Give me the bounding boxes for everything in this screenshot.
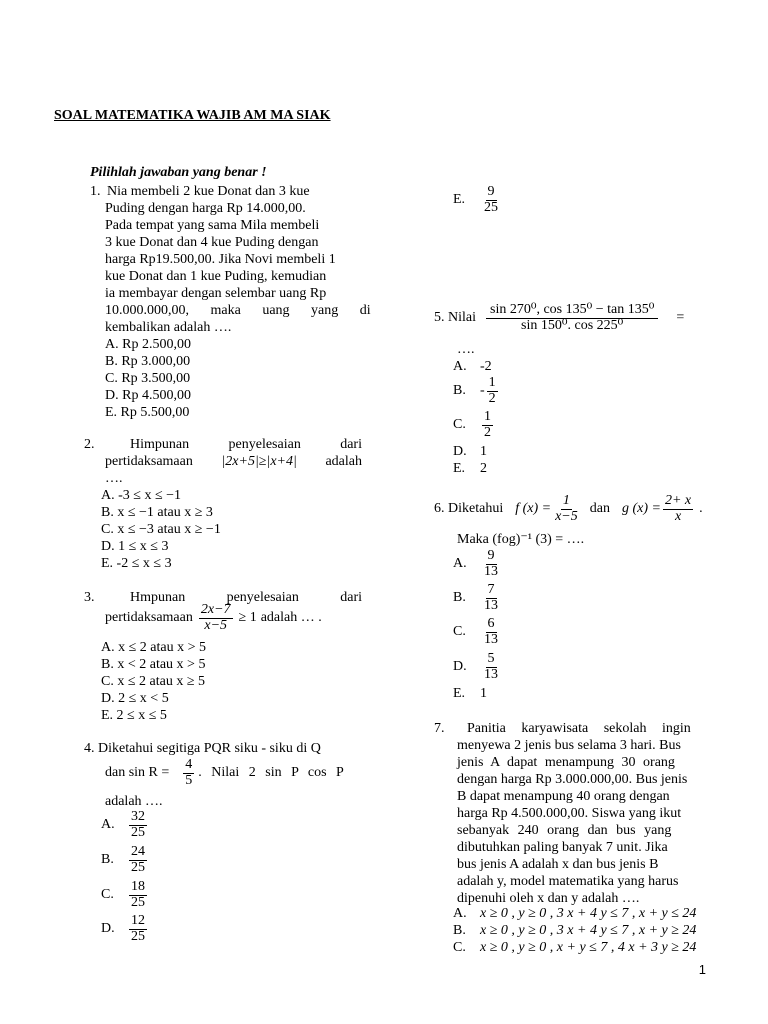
q7-line: bus jenis A adalah x dan bus jenis B bbox=[457, 857, 659, 872]
q1-option-c: C. Rp 3.500,00 bbox=[105, 371, 191, 386]
q4-option-e: E. $\frac{9}{25}$ bbox=[453, 184, 498, 215]
instruction: Pilihlah jawaban yang benar ! bbox=[90, 165, 267, 180]
q4-option-a: A. $\frac{32}{25}$ bbox=[101, 809, 145, 840]
q2-option-b: B. x ≤ −1 atau x ≥ 3 bbox=[101, 505, 213, 520]
q1-option-d: D. Rp 4.500,00 bbox=[105, 388, 191, 403]
q4-line: adalah …. bbox=[105, 794, 163, 809]
q1-line: harga Rp19.500,00. Jika Novi membeli 1 bbox=[105, 252, 336, 267]
q2-inequality: |2x+5|≥|x+4| bbox=[221, 454, 297, 469]
q1-line: ia membayar dengan selembar uang Rp bbox=[105, 286, 327, 301]
q7-line: dengan harga Rp 3.000.000,00. Bus jenis bbox=[457, 772, 688, 787]
q3-fraction: $\frac{2x-7}{x-5}$ bbox=[200, 602, 231, 633]
q5-option-d: D. 1 bbox=[453, 444, 487, 459]
q1-option-b: B. Rp 3.000,00 bbox=[105, 354, 191, 369]
q2-line: Himpunan penyelesaian dari bbox=[130, 437, 362, 452]
q2-option-e: E. -2 ≤ x ≤ 3 bbox=[101, 556, 172, 571]
page-title: SOAL MATEMATIKA WAJIB AM MA SIAK bbox=[54, 108, 331, 123]
q6-option-c: C. $\frac{6}{13}$ bbox=[453, 616, 498, 647]
q4-option-b: B. $\frac{24}{25}$ bbox=[101, 844, 145, 875]
q7-line: dipenuhi oleh x dan y adalah …. bbox=[457, 891, 640, 906]
q1-line: Nia membeli 2 kue Donat dan 3 kue bbox=[107, 184, 310, 199]
q6-line: Maka (fog)⁻¹ (3) = …. bbox=[457, 532, 585, 547]
q7-line: dibutuhkan paling banyak 7 unit. Jika bbox=[457, 840, 668, 855]
q7-option-a: A. x ≥ 0 , y ≥ 0 , 3 x + 4 y ≤ 7 , x + y ≤ 24 bbox=[453, 906, 697, 921]
q2-option-d: D. 1 ≤ x ≤ 3 bbox=[101, 539, 169, 554]
q1-number: 1. bbox=[90, 184, 101, 199]
q7-number: 7. bbox=[434, 721, 445, 736]
q2-dots: …. bbox=[105, 471, 123, 486]
q5-option-e: E. 2 bbox=[453, 461, 487, 476]
q7-line: B dapat menampung 40 orang dengan bbox=[457, 789, 670, 804]
q2-line: pertidaksamaan |2x+5|≥|x+4| adalah bbox=[105, 454, 362, 469]
q3-option-b: B. x < 2 atau x > 5 bbox=[101, 657, 206, 672]
q1-line: Puding dengan harga Rp 14.000,00. bbox=[105, 201, 306, 216]
q6-option-a: A. $\frac{9}{13}$ bbox=[453, 548, 498, 579]
q5-dots: …. bbox=[457, 342, 475, 357]
q3-option-a: A. x ≤ 2 atau x > 5 bbox=[101, 640, 207, 655]
q7-option-c: C. x ≥ 0 , y ≥ 0 , x + y ≤ 7 , 4 x + 3 y ≥ 24 bbox=[453, 940, 697, 955]
q3-option-d: D. 2 ≤ x < 5 bbox=[101, 691, 169, 706]
q7-line: adalah y, model matematika yang harus bbox=[457, 874, 679, 889]
q7-option-b: B. x ≥ 0 , y ≥ 0 , 3 x + 4 y ≤ 7 , x + y ≥ 24 bbox=[453, 923, 697, 938]
q7-line: harga Rp 4.500.000,00. Siswa yang ikut bbox=[457, 806, 682, 821]
q7-line: jenis A dapat menampung 30 orang bbox=[457, 755, 675, 770]
q5-option-c: C. $\frac{1}{2}$ bbox=[453, 409, 491, 440]
q5-option-b: B. - $\frac{1}{2}$ bbox=[453, 375, 496, 406]
page-number: 1 bbox=[698, 962, 706, 977]
q7-line: sebanyak 240 orang dan bus yang bbox=[457, 823, 672, 838]
q7-line: menyewa 2 jenis bus selama 3 hari. Bus bbox=[457, 738, 681, 753]
q2-number: 2. bbox=[84, 437, 95, 452]
q3-number: 3. bbox=[84, 590, 95, 605]
q6-option-d: D. $\frac{5}{13}$ bbox=[453, 651, 498, 682]
q6-line: 6. Diketahui f (x) = $\frac{1}{x-5}$ dan g (x) = $\frac{2+ x}{x}$ . bbox=[434, 493, 703, 524]
q3-option-e: E. 2 ≤ x ≤ 5 bbox=[101, 708, 167, 723]
q5-fraction: $\frac{\text{sin 270⁰, cos 135⁰ − tan 135⁰}}{\text{sin 150⁰. cos 225⁰}}$ bbox=[486, 303, 658, 333]
q2-option-a: A. -3 ≤ x ≤ −1 bbox=[101, 488, 182, 503]
q2-option-c: C. x ≤ −3 atau x ≥ −1 bbox=[101, 522, 221, 537]
q1-option-a: A. Rp 2.500,00 bbox=[105, 337, 191, 352]
q4-line: dan sin R = $\frac{4}{5}$ . Nilai 2 sin P cos P bbox=[105, 757, 344, 788]
q5-line: 5. Nilai $\frac{\text{sin 270⁰, cos 135⁰ − tan 135⁰}}{\text{sin 150⁰. cos 225⁰}}$ = bbox=[434, 302, 685, 333]
q4-line: 4. Diketahui segitiga PQR siku - siku di Q bbox=[84, 741, 321, 756]
q6-option-b: B. $\frac{7}{13}$ bbox=[453, 582, 498, 613]
q1-line: Pada tempat yang sama Mila membeli bbox=[105, 218, 320, 233]
q6-option-e: E. 1 bbox=[453, 686, 487, 701]
q3-option-c: C. x ≤ 2 atau x ≥ 5 bbox=[101, 674, 206, 689]
q4-option-c: C. $\frac{18}{25}$ bbox=[101, 879, 145, 910]
q7-line: Panitia karyawisata sekolah ingin bbox=[467, 721, 691, 736]
q3-line: pertidaksamaan $\frac{2x-7}{x-5}$ ≥ 1 adalah … . bbox=[105, 602, 322, 633]
q5-option-a: A. -2 bbox=[453, 359, 492, 374]
q1-option-e: E. Rp 5.500,00 bbox=[105, 405, 190, 420]
q1-line: 10.000.000,00, maka uang yang di bbox=[105, 303, 371, 318]
q1-line: kembalikan adalah …. bbox=[105, 320, 232, 335]
q3-line: Hmpunan penyelesaian dari bbox=[130, 590, 362, 605]
q1-line: 3 kue Donat dan 4 kue Puding dengan bbox=[105, 235, 319, 250]
q1-line: kue Donat dan 1 kue Puding, kemudian bbox=[105, 269, 327, 284]
q4-option-d: D. $\frac{12}{25}$ bbox=[101, 913, 145, 944]
q4-fraction: $\frac{4}{5}$ bbox=[185, 757, 193, 788]
